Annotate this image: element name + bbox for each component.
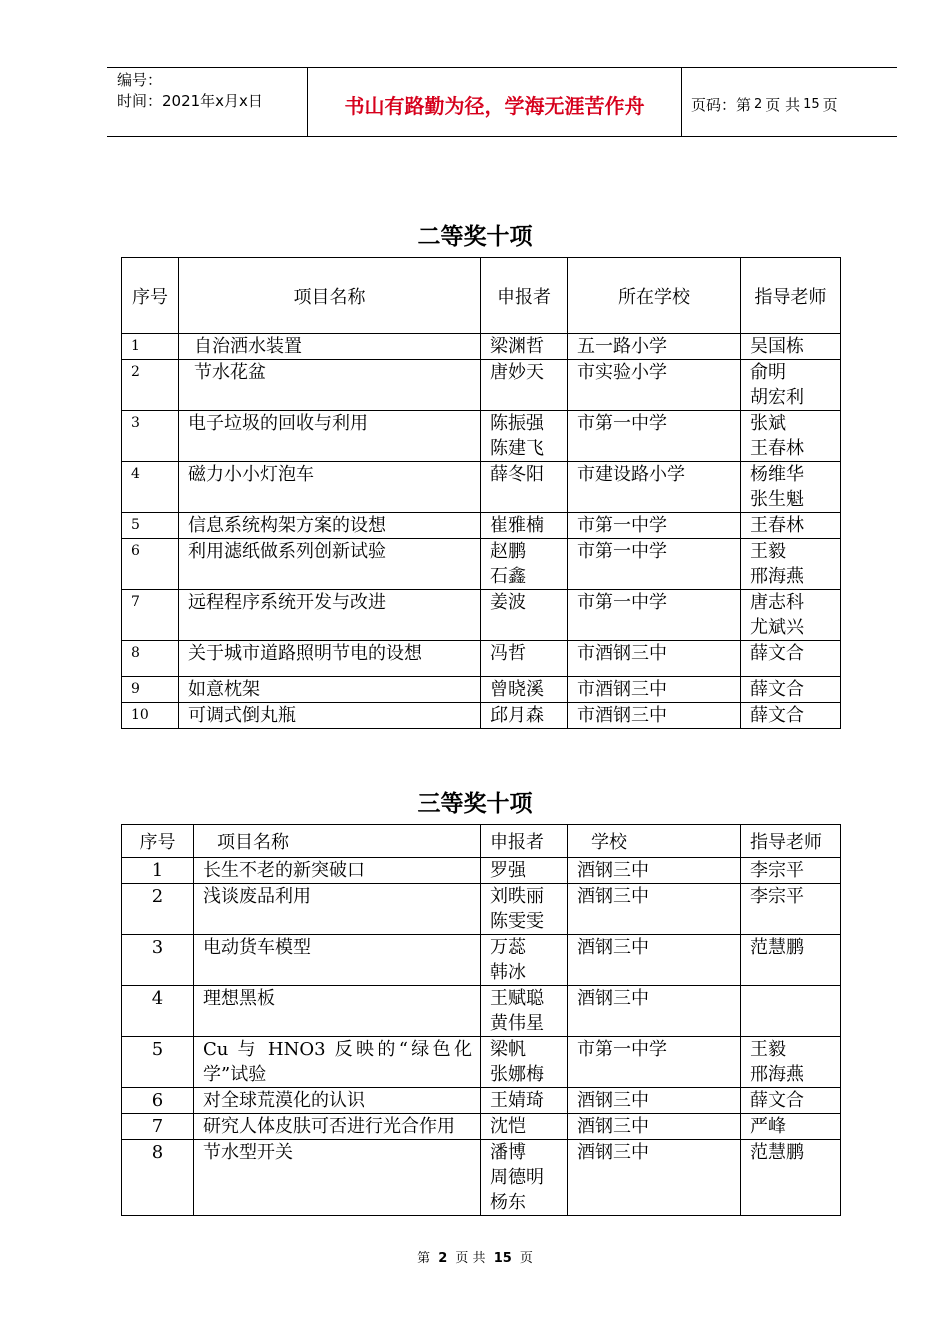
- teacher-name: 薛文合: [750, 679, 804, 700]
- school-name: 酒钢三中: [568, 1114, 741, 1140]
- project-name: 磁力小小灯泡车: [179, 462, 481, 513]
- applicant-cell: [481, 986, 568, 1037]
- school-name: 五一路小学: [568, 334, 741, 360]
- school-name: 市第一中学: [568, 411, 741, 462]
- footer-mid: 页 共: [455, 1251, 486, 1266]
- applicant-name: 周德明: [490, 1167, 544, 1188]
- project-name: 节水花盆: [179, 360, 481, 411]
- teacher-name: 胡宏利: [750, 387, 804, 408]
- teacher-name: 俞明: [750, 362, 786, 383]
- teacher-name: 王毅: [750, 1039, 786, 1060]
- teacher-name: 薛文合: [750, 705, 804, 726]
- teacher-name: 杨维华: [750, 464, 804, 485]
- school-name: 酒钢三中: [568, 935, 741, 986]
- applicant-name: 陈雯雯: [490, 911, 544, 932]
- teacher-name: 吴国栋: [750, 336, 804, 357]
- page-footer: [0, 1247, 950, 1266]
- col-header-teacher: 指导老师: [741, 825, 841, 858]
- applicant-name: 韩冰: [490, 962, 526, 983]
- school-name: 市酒钢三中: [568, 641, 741, 677]
- applicant-name: 姜波: [490, 592, 526, 613]
- page-suffix: 页: [822, 95, 838, 114]
- row-index: 1: [122, 858, 194, 884]
- school-name: 市实验小学: [568, 360, 741, 411]
- col-header-applicant: 申报者: [481, 258, 568, 334]
- school-name: 市酒钢三中: [568, 703, 741, 729]
- row-index: 2: [122, 360, 179, 411]
- applicant-cell: [481, 677, 568, 703]
- applicant-cell: [481, 360, 568, 411]
- row-index: 3: [122, 935, 194, 986]
- teacher-cell: [741, 703, 841, 729]
- second-prize-title: 二等奖十项: [417, 223, 533, 250]
- project-name: 利用滤纸做系列创新试验: [179, 539, 481, 590]
- project-name: [194, 884, 481, 935]
- table-row: [122, 1037, 841, 1088]
- table-row: [122, 539, 841, 590]
- table-row: [122, 334, 841, 360]
- row-index: 9: [122, 677, 179, 703]
- teacher-cell: [741, 334, 841, 360]
- row-index: 3: [122, 411, 179, 462]
- applicant-name: 赵鹏: [490, 541, 526, 562]
- row-index: 8: [122, 1140, 194, 1216]
- applicant-name: 陈建飞: [490, 438, 544, 459]
- third-prize-table: [121, 824, 841, 1216]
- project-name-line: 理想黑板: [203, 988, 275, 1009]
- applicant-cell: [481, 539, 568, 590]
- project-name: 可调式倒丸瓶: [179, 703, 481, 729]
- project-name: 远程程序系统开发与改进: [179, 590, 481, 641]
- footer-page-number: 2: [438, 1251, 448, 1266]
- project-name-line: 长生不老的新突破口: [203, 860, 365, 881]
- table-row: [122, 677, 841, 703]
- teacher-name: 邢海燕: [750, 1064, 804, 1085]
- applicant-name: 梁帆: [490, 1039, 526, 1060]
- applicant-cell: [481, 590, 568, 641]
- teacher-cell: [741, 590, 841, 641]
- teacher-name: 邢海燕: [750, 566, 804, 587]
- row-index: 4: [122, 986, 194, 1037]
- teacher-cell: [741, 360, 841, 411]
- project-name-line: 节水型开关: [203, 1142, 293, 1163]
- col-header-index: 序号: [122, 258, 179, 334]
- applicant-cell: [481, 884, 568, 935]
- applicant-cell: [481, 334, 568, 360]
- school-name: 市第一中学: [568, 590, 741, 641]
- school-name: 市第一中学: [568, 1037, 741, 1088]
- row-index: 6: [122, 1088, 194, 1114]
- applicant-name: 梁渊哲: [490, 336, 544, 357]
- second-prize-table: [121, 257, 841, 729]
- row-index: 6: [122, 539, 179, 590]
- applicant-name: 王赋聪: [490, 988, 544, 1009]
- teacher-cell: [741, 884, 841, 935]
- col-header-name: 项目名称: [194, 825, 481, 858]
- teacher-name: 尤斌兴: [750, 617, 804, 638]
- teacher-name: 范慧鹏: [750, 937, 804, 958]
- time-label: 时间：2021年x月x日: [117, 92, 263, 110]
- teacher-name: 王春林: [750, 438, 804, 459]
- third-prize-title: 三等奖十项: [417, 790, 533, 817]
- project-name: [194, 935, 481, 986]
- teacher-name: 张生魁: [750, 489, 804, 510]
- teacher-cell: [741, 411, 841, 462]
- table-row: [122, 590, 841, 641]
- col-header-school: 所在学校: [568, 258, 741, 334]
- teacher-cell: [741, 935, 841, 986]
- teacher-cell: [741, 1088, 841, 1114]
- table-header-row: [122, 258, 841, 334]
- project-name-line: Cu 与 HNO3 反映的“绿色化: [203, 1039, 472, 1060]
- project-name: [194, 1088, 481, 1114]
- row-index: 7: [122, 1114, 194, 1140]
- footer-suffix: 页: [519, 1251, 533, 1266]
- applicant-cell: [481, 641, 568, 677]
- applicant-name: 石鑫: [490, 566, 526, 587]
- school-name: 酒钢三中: [568, 1140, 741, 1216]
- teacher-name: 王春林: [750, 515, 804, 536]
- project-name: 信息系统构架方案的设想: [179, 513, 481, 539]
- teacher-name: 唐志科: [750, 592, 804, 613]
- school-name: 酒钢三中: [568, 986, 741, 1037]
- table-row: [122, 462, 841, 513]
- header-motto: 书山有路勤为径，学海无涯苦作舟: [308, 68, 682, 136]
- applicant-cell: [481, 703, 568, 729]
- applicant-name: 王婧琦: [490, 1090, 544, 1111]
- teacher-name: 严峰: [750, 1116, 786, 1137]
- page-prefix: 页码：第: [691, 95, 752, 114]
- row-index: 10: [122, 703, 179, 729]
- applicant-name: 薛冬阳: [490, 464, 544, 485]
- school-name: 市第一中学: [568, 539, 741, 590]
- row-index: 5: [122, 513, 179, 539]
- table-row: [122, 986, 841, 1037]
- col-header-index: 序号: [122, 825, 194, 858]
- project-name: 如意枕架: [179, 677, 481, 703]
- teacher-cell: [741, 513, 841, 539]
- applicant-cell: [481, 1114, 568, 1140]
- project-name: 电子垃圾的回收与利用: [179, 411, 481, 462]
- table-row: [122, 1088, 841, 1114]
- teacher-cell: [741, 462, 841, 513]
- school-name: 市建设路小学: [568, 462, 741, 513]
- teacher-name: 李宗平: [750, 860, 804, 881]
- teacher-name: 王毅: [750, 541, 786, 562]
- applicant-cell: [481, 411, 568, 462]
- header-meta: [107, 68, 308, 136]
- teacher-name: 薛文合: [750, 643, 804, 664]
- teacher-cell: [741, 986, 841, 1037]
- teacher-name: 李宗平: [750, 886, 804, 907]
- page-total: 15: [803, 96, 820, 112]
- teacher-cell: [741, 1114, 841, 1140]
- project-name-line: 学”试验: [203, 1064, 267, 1085]
- footer-page-total: 15: [493, 1251, 512, 1266]
- page-mid: 页 共: [765, 95, 801, 114]
- teacher-name: 张斌: [750, 413, 786, 434]
- table-row: [122, 703, 841, 729]
- applicant-cell: [481, 935, 568, 986]
- col-header-name: 项目名称: [179, 258, 481, 334]
- teacher-cell: [741, 539, 841, 590]
- applicant-cell: [481, 462, 568, 513]
- project-name-line: 浅谈废品利用: [203, 886, 311, 907]
- project-name-line: 对全球荒漠化的认识: [203, 1090, 365, 1111]
- header-page-info: [682, 68, 897, 136]
- applicant-name: 崔雅楠: [490, 515, 544, 536]
- project-name: [194, 1140, 481, 1216]
- teacher-name: 范慧鹏: [750, 1142, 804, 1163]
- page-header: [107, 67, 897, 137]
- applicant-name: 冯哲: [490, 643, 526, 664]
- applicant-name: 曾晓溪: [490, 679, 544, 700]
- teacher-cell: [741, 1140, 841, 1216]
- project-name: 自治洒水装置: [179, 334, 481, 360]
- project-name: 关于城市道路照明节电的设想: [179, 641, 481, 677]
- footer-prefix: 第: [417, 1251, 431, 1266]
- table-row: [122, 884, 841, 935]
- page-number: 2: [754, 96, 763, 112]
- project-name: [194, 986, 481, 1037]
- table-header-row: [122, 825, 841, 858]
- project-name: [194, 858, 481, 884]
- applicant-name: 唐妙天: [490, 362, 544, 383]
- teacher-cell: [741, 677, 841, 703]
- teacher-name: 薛文合: [750, 1090, 804, 1111]
- row-index: 8: [122, 641, 179, 677]
- school-name: 酒钢三中: [568, 1088, 741, 1114]
- table-row: [122, 1114, 841, 1140]
- applicant-name: 罗强: [490, 860, 526, 881]
- col-header-teacher: 指导老师: [741, 258, 841, 334]
- teacher-cell: [741, 641, 841, 677]
- table-row: [122, 1140, 841, 1216]
- school-name: 市第一中学: [568, 513, 741, 539]
- table-row: [122, 858, 841, 884]
- project-name-line: 电动货车模型: [203, 937, 311, 958]
- school-name: 市酒钢三中: [568, 677, 741, 703]
- applicant-name: 潘博: [490, 1142, 526, 1163]
- code-label: 编号：: [117, 71, 163, 89]
- applicant-name: 张娜梅: [490, 1064, 544, 1085]
- row-index: 4: [122, 462, 179, 513]
- project-name-line: 研究人体皮肤可否进行光合作用: [203, 1116, 455, 1137]
- row-index: 1: [122, 334, 179, 360]
- applicant-name: 万蕊: [490, 937, 526, 958]
- applicant-cell: [481, 858, 568, 884]
- applicant-cell: [481, 1088, 568, 1114]
- table-row: [122, 411, 841, 462]
- applicant-cell: [481, 1037, 568, 1088]
- applicant-cell: [481, 1140, 568, 1216]
- row-index: 5: [122, 1037, 194, 1088]
- row-index: 7: [122, 590, 179, 641]
- teacher-cell: [741, 858, 841, 884]
- applicant-name: 沈恺: [490, 1116, 526, 1137]
- table-row: [122, 360, 841, 411]
- school-name: 酒钢三中: [568, 858, 741, 884]
- table-row: [122, 513, 841, 539]
- applicant-name: 黄伟星: [490, 1013, 544, 1034]
- applicant-name: 刘昳丽: [490, 886, 544, 907]
- table-row: [122, 641, 841, 677]
- applicant-name: 陈振强: [490, 413, 544, 434]
- project-name: [194, 1037, 481, 1088]
- table-row: [122, 935, 841, 986]
- project-name: [194, 1114, 481, 1140]
- applicant-name: 邱月森: [490, 705, 544, 726]
- applicant-cell: [481, 513, 568, 539]
- school-name: 酒钢三中: [568, 884, 741, 935]
- col-header-applicant: 申报者: [481, 825, 568, 858]
- col-header-school: 学校: [568, 825, 741, 858]
- teacher-cell: [741, 1037, 841, 1088]
- row-index: 2: [122, 884, 194, 935]
- applicant-name: 杨东: [490, 1192, 526, 1213]
